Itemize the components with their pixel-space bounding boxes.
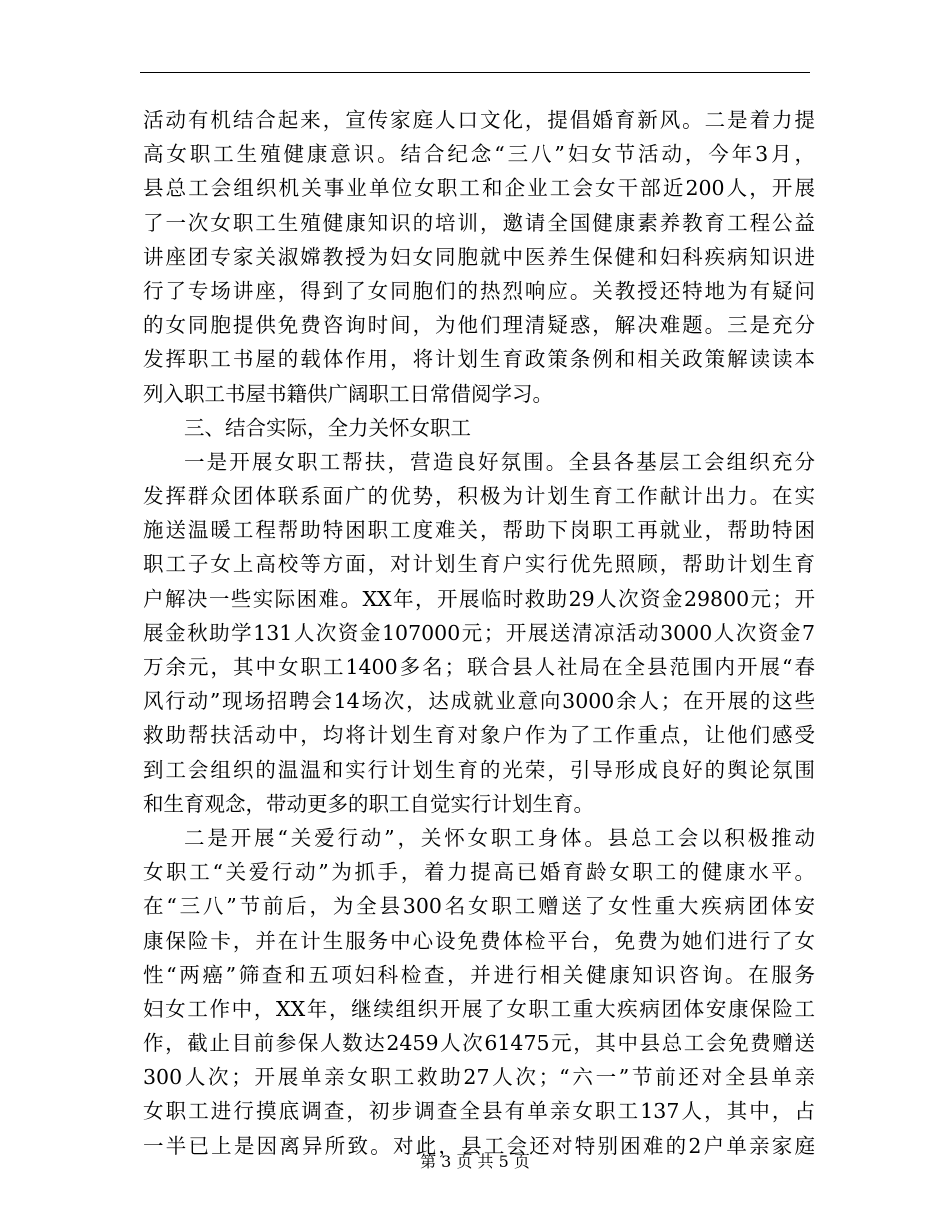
text-line: 300人次；开展单亲女职工救助27人次；“六一”节前还对全县单亲	[143, 1065, 815, 1090]
text-line: 风行动”现场招聘会14场次，达成就业意向3000余人；在开展的这些	[143, 689, 815, 714]
text-line: 列入职工书屋书籍供广阔职工日常借阅学习。	[143, 381, 553, 406]
text-line: 展金秋助学131人次资金107000元；开展送清凉活动3000人次资金7	[143, 620, 815, 645]
header-rule	[140, 72, 810, 73]
section-heading: 三、结合实际，全力关怀女职工	[184, 415, 471, 440]
body-text	[143, 103, 815, 1163]
text-line: 到工会组织的温温和实行计划生育的光荣，引导形成良好的舆论氛围	[143, 757, 815, 782]
text-line: 女职工“关爱行动”为抓手，着力提高已婚育龄女职工的健康水平。	[143, 860, 815, 885]
text-line: 二是开展“关爱行动”，关怀女职工身体。县总工会以积极推动	[184, 825, 815, 850]
text-line: 活动有机结合起来，宣传家庭人口文化，提倡婚育新风。二是着力提	[143, 108, 815, 132]
text-line: 女职工进行摸底调查，初步调查全县有单亲女职工137人，其中，占	[143, 1099, 815, 1124]
text-line: 作，截止目前参保人数达2459人次61475元，其中县总工会免费赠送	[143, 1031, 815, 1056]
text-line: 施送温暖工程帮助特困职工度难关，帮助下岗职工再就业，帮助特困	[143, 518, 815, 543]
text-line: 职工子女上高校等方面，对计划生育户实行优先照顾，帮助计划生育	[143, 552, 815, 577]
text-line: 一是开展女职工帮扶，营造良好氛围。全县各基层工会组织充分	[184, 449, 815, 474]
text-line: 妇女工作中，XX年，继续组织开展了女职工重大疾病团体安康保险工	[143, 996, 815, 1021]
text-line: 行了专场讲座，得到了女同胞们的热烈响应。关教授还特地为有疑问	[143, 278, 815, 303]
text-line: 高女职工生殖健康意识。结合纪念“三八”妇女节活动，今年3月，	[143, 142, 815, 167]
text-line: 性“两癌”筛查和五项妇科检查，并进行相关健康知识咨询。在服务	[143, 962, 815, 987]
text-line: 康保险卡，并在计生服务中心设免费体检平台，免费为她们进行了女	[143, 928, 815, 953]
text-line: 发挥群众团体联系面广的优势，积极为计划生育工作献计出力。在实	[143, 484, 815, 509]
text-line: 和生育观念，带动更多的职工自觉实行计划生育。	[143, 791, 594, 816]
text-line: 在“三八”节前后，为全县300名女职工赠送了女性重大疾病团体安	[143, 894, 815, 919]
text-line: 户解决一些实际困难。XX年，开展临时救助29人次资金29800元；开	[143, 586, 815, 611]
text-line: 县总工会组织机关事业单位女职工和企业工会女干部近200人，开展	[143, 176, 815, 201]
text-line: 的女同胞提供免费咨询时间，为他们理清疑惑，解决难题。三是充分	[143, 313, 815, 338]
text-line: 一半已上是因离异所致。对此，县工会还对特别困难的2户单亲家庭	[143, 1133, 815, 1158]
text-line: 万余元，其中女职工1400多名；联合县人社局在全县范围内开展“春	[143, 655, 815, 679]
text-line: 讲座团专家关淑嫦教授为妇女同胞就中医养生保健和妇科疾病知识进	[143, 244, 815, 269]
text-line: 救助帮扶活动中，均将计划生育对象户作为了工作重点，让他们感受	[143, 723, 815, 748]
text-line: 了一次女职工生殖健康知识的培训，邀请全国健康素养教育工程公益	[143, 210, 815, 235]
text-line: 发挥职工书屋的载体作用，将计划生育政策条例和相关政策解读读本	[143, 347, 815, 372]
page-number-footer: 第 3 页 共 5 页	[420, 1152, 530, 1171]
